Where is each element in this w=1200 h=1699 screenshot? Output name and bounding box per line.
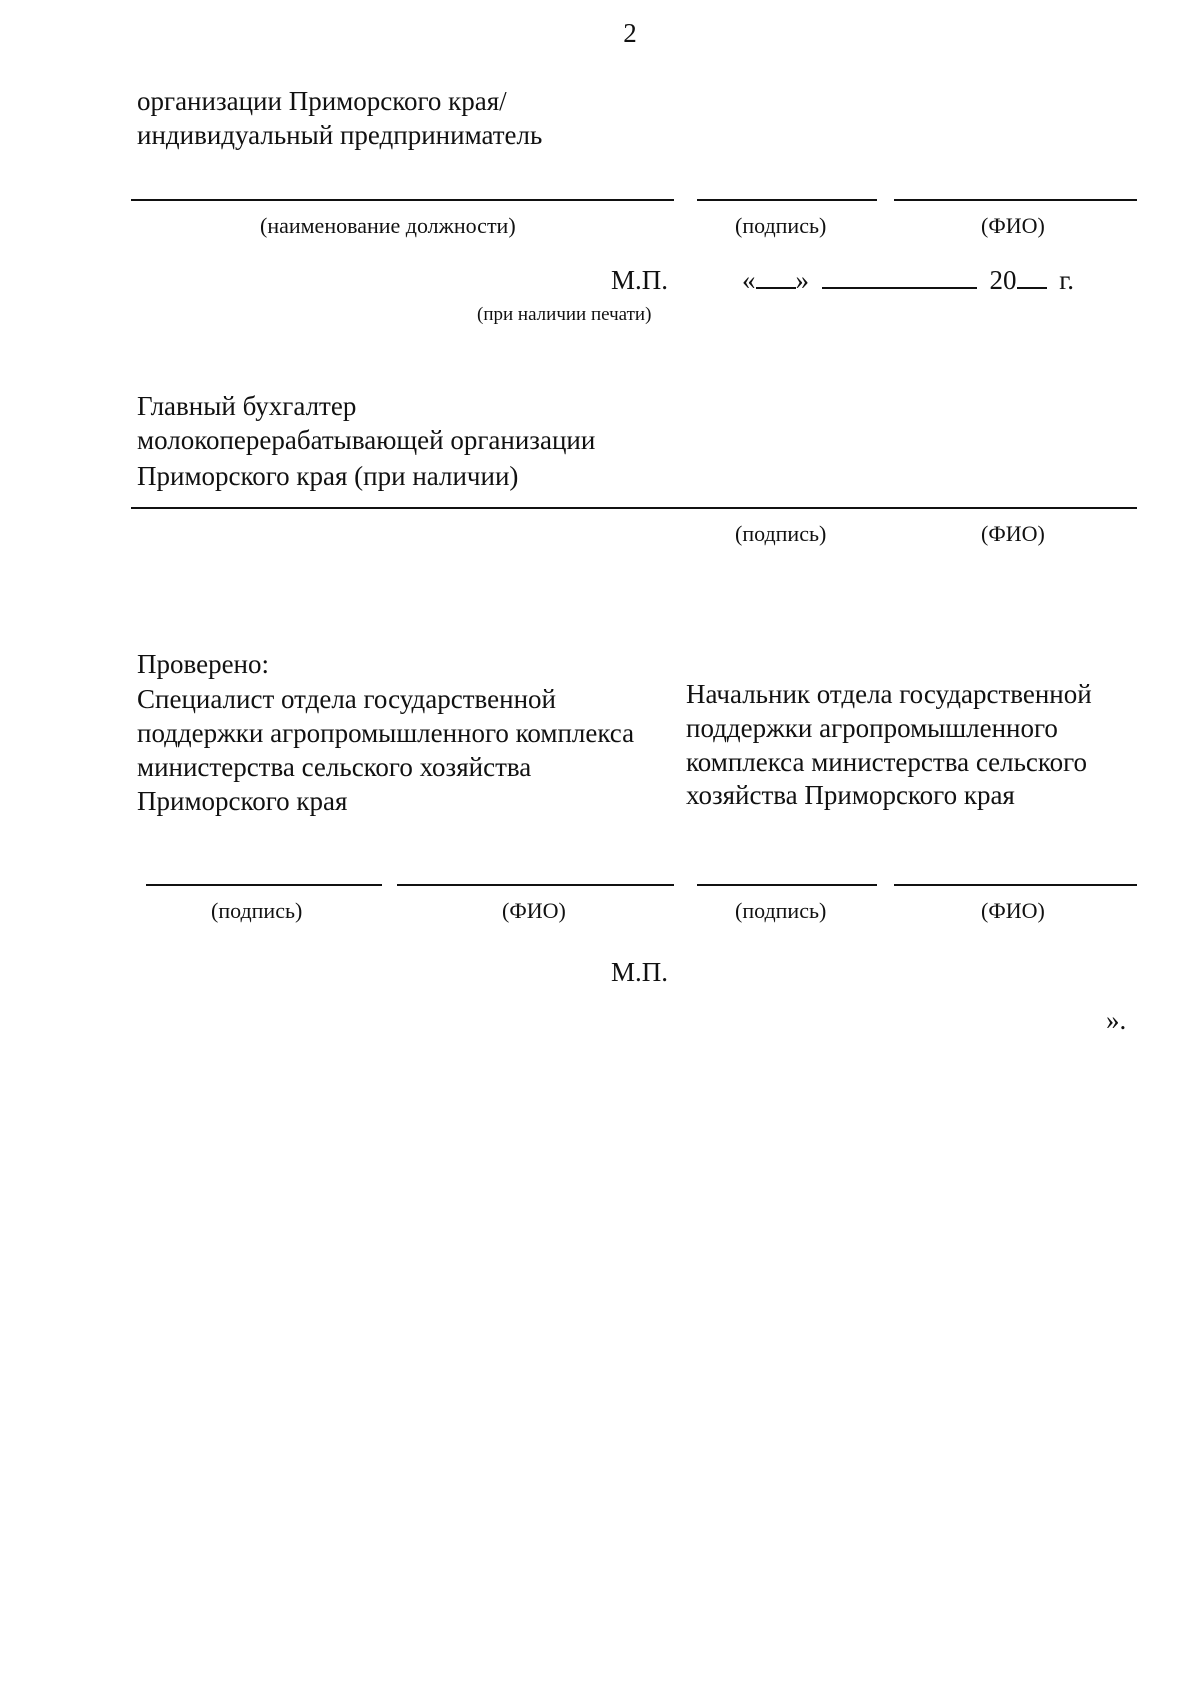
head-line-4: хозяйства Приморского края [686,780,1015,810]
specialist-line-4: Приморского края [137,786,348,816]
head-signature-caption: (подпись) [735,898,827,923]
fio-line-1 [894,199,1137,201]
specialist-signature-line [146,884,382,886]
header-line-1: организации Приморского края/ [137,86,507,116]
chief-accountant-line-2: молокоперерабатывающей организации [137,425,596,455]
date-close-quote: » [795,265,809,295]
position-line [131,199,674,201]
chief-accountant-line-1: Главный бухгалтер [137,391,357,421]
head-fio-line [894,884,1137,886]
page-number: 2 [623,18,637,48]
year-suffix: г. [1059,265,1075,295]
head-line-1: Начальник отдела государственной [686,679,1092,709]
closing-mark: ». [1106,1005,1127,1035]
year-blank [1017,263,1047,289]
specialist-line-3: министерства сельского хозяйства [137,752,532,782]
date-field [742,263,1074,297]
stamp-label-2: М.П. [611,957,669,987]
specialist-line-1: Специалист отдела государственной [137,684,556,714]
day-blank [756,263,796,289]
signature-caption-1: (подпись) [735,213,827,238]
fio-caption-2: (ФИО) [981,521,1045,546]
position-caption: (наименование должности) [260,213,516,238]
head-fio-caption: (ФИО) [981,898,1045,923]
date-open-quote: « [742,265,756,295]
chief-accountant-line [131,507,1137,509]
stamp-label-1: М.П. [611,265,669,295]
verified-label: Проверено: [137,649,270,679]
head-line-3: комплекса министерства сельского [686,747,1088,777]
header-line-2: индивидуальный предприниматель [137,120,543,150]
month-blank [822,263,977,289]
specialist-line-2: поддержки агропромышленного комплекса [137,718,635,748]
signature-caption-2: (подпись) [735,521,827,546]
chief-accountant-line-3: Приморского края (при наличии) [137,461,519,491]
fio-caption-1: (ФИО) [981,213,1045,238]
stamp-note: (при наличии печати) [477,304,652,325]
specialist-fio-line [397,884,674,886]
specialist-signature-caption: (подпись) [211,898,303,923]
signature-line-1 [697,199,877,201]
year-prefix: 20 [989,265,1017,295]
specialist-fio-caption: (ФИО) [502,898,566,923]
head-line-2: поддержки агропромышленного [686,713,1058,743]
head-signature-line [697,884,877,886]
